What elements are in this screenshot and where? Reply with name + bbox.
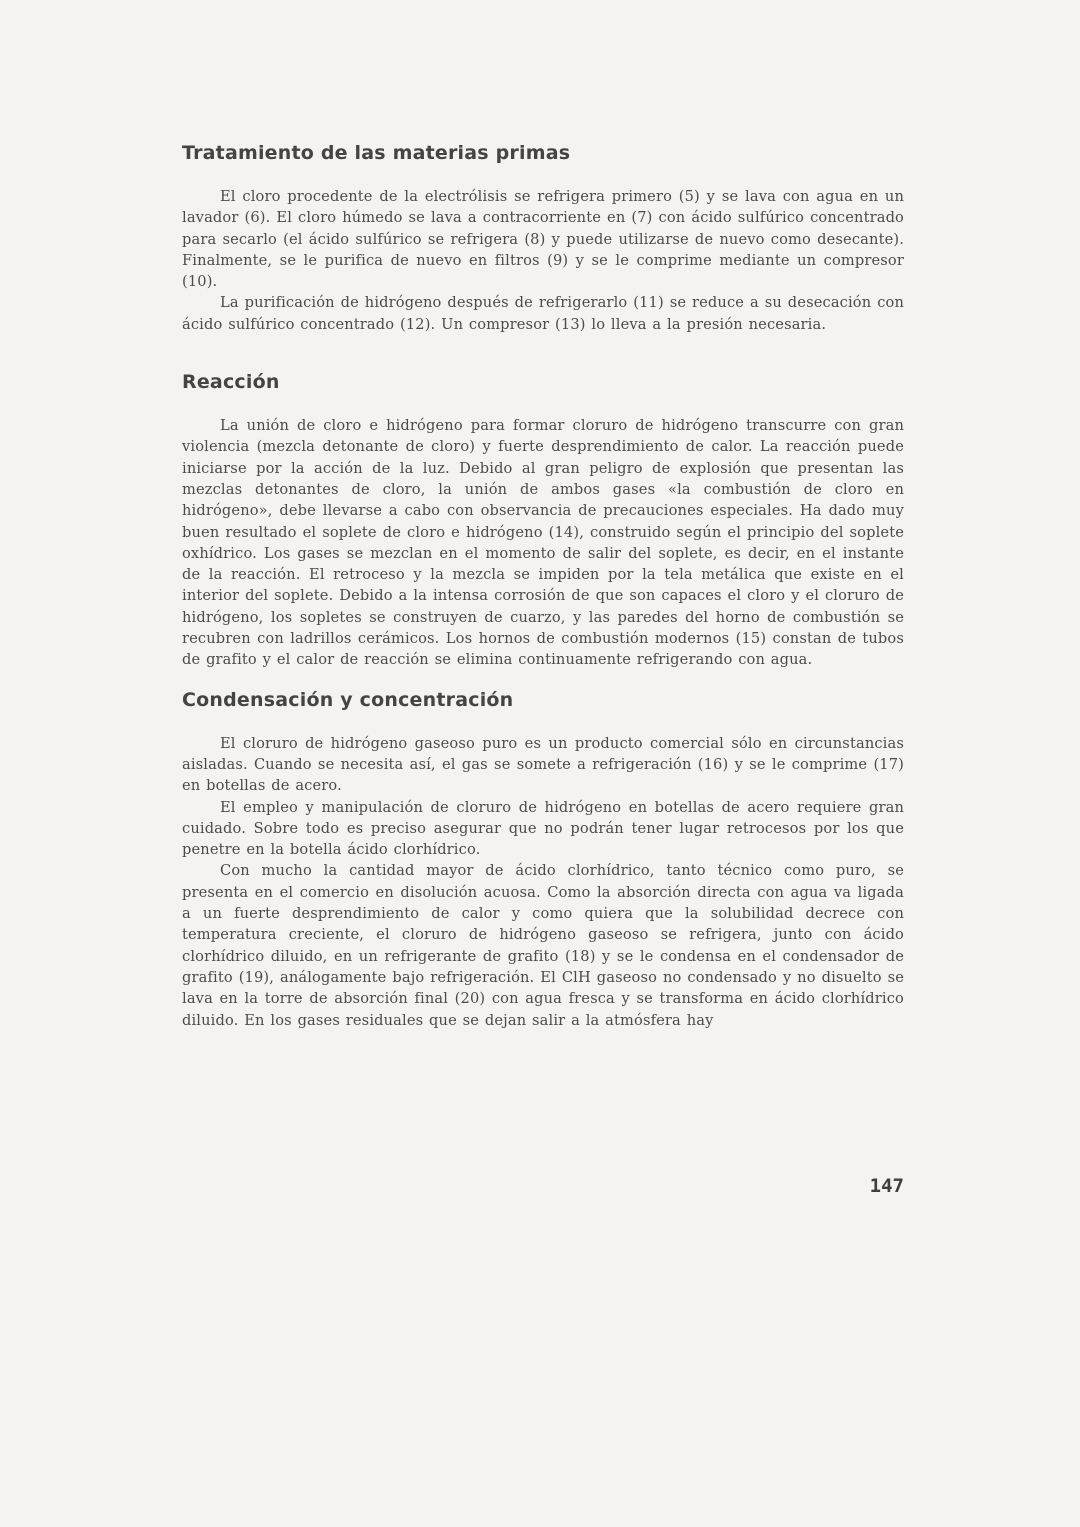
paragraph: La purificación de hidrógeno después de refrigerarlo (11) se reduce a su desecación con ácido sulfúrico concentrado (12). Un compresor (13) lo lleva a la presión necesaria. xyxy=(182,294,904,333)
paragraph: El cloruro de hidrógeno gaseoso puro es un producto comercial sólo en circunstancias aisladas. Cuando se necesita así, el gas se somete a refrigeración (16) y se le comprime (17) en botellas de acero. xyxy=(182,734,904,795)
section-reaccion xyxy=(182,371,904,671)
page-number: 147 xyxy=(869,1175,904,1197)
paragraph: El empleo y manipulación de cloruro de hidrógeno en botellas de acero requiere gran cuidado. Sobre todo es preciso asegurar que no podrán tener lugar retrocesos por los que penetre en la botella ácido clorhídrico. xyxy=(182,798,904,859)
section-heading: Tratamiento de las materias primas xyxy=(182,142,571,164)
section-heading: Condensación y concentración xyxy=(182,688,514,711)
document-page xyxy=(182,130,904,1031)
section-tratamiento xyxy=(182,142,904,335)
section-condensacion xyxy=(182,689,904,1031)
paragraph: La unión de cloro e hidrógeno para formar cloruro de hidrógeno transcurre con gran violencia (mezcla detonante de cloro) y fuerte desprendimiento de calor. La reacción puede iniciarse por la acción de la luz. Debido al gran peligro de explosión que presentan las mezclas detonantes de cloro, la unión de ambos gases «la combustión de cloro en hidrógeno», debe llevarse a cabo con observancia de precauciones especiales. Ha dado muy buen resultado el soplete de cloro e hidrógeno (14), construido según el principio del soplete oxhídrico. Los gases se mezclan en el momento de salir del soplete, es decir, en el instante de la reacción. El retroceso y la mezcla se impiden por la tela metálica que existe en el interior del soplete. Debido a la intensa corrosión de que son capaces el cloro y el cloruro de hidrógeno, los sopletes se construyen de cuarzo, y las paredes del horno de combustión se recubren con ladrillos cerámicos. Los hornos de combustión modernos (15) constan de tubos de grafito y el calor de reacción se elimina continuamente refrigerando con agua. xyxy=(182,417,904,669)
paragraph: El cloro procedente de la electrólisis se refrigera primero (5) y se lava con agua en un lavador (6). El cloro húmedo se lava a contracorriente en (7) con ácido sulfúrico concentrado para secarlo (el ácido sulfúrico se refrigera (8) y puede utilizarse de nuevo como desecante). Finalmente, se le purifica de nuevo en filtros (9) y se le comprime mediante un compresor (10). xyxy=(182,188,904,291)
paragraph: Con mucho la cantidad mayor de ácido clorhídrico, tanto técnico como puro, se presenta en el comercio en disolución acuosa. Como la absorción directa con agua va ligada a un fuerte desprendimiento de calor y como quiera que la solubilidad decrece con temperatura creciente, el cloruro de hidrógeno gaseoso se refrigera, junto con ácido clorhídrico diluido, en un refrigerante de grafito (18) y se le condensa en el condensador de grafito (19), análogamente bajo refrigeración. El ClH gaseoso no condensado y no disuelto se lava en la torre de absorción final (20) con agua fresca y se transforma en ácido clorhídrico diluido. En los gases residuales que se dejan salir a la atmósfera hay xyxy=(182,862,904,1029)
section-heading: Reacción xyxy=(182,371,280,394)
